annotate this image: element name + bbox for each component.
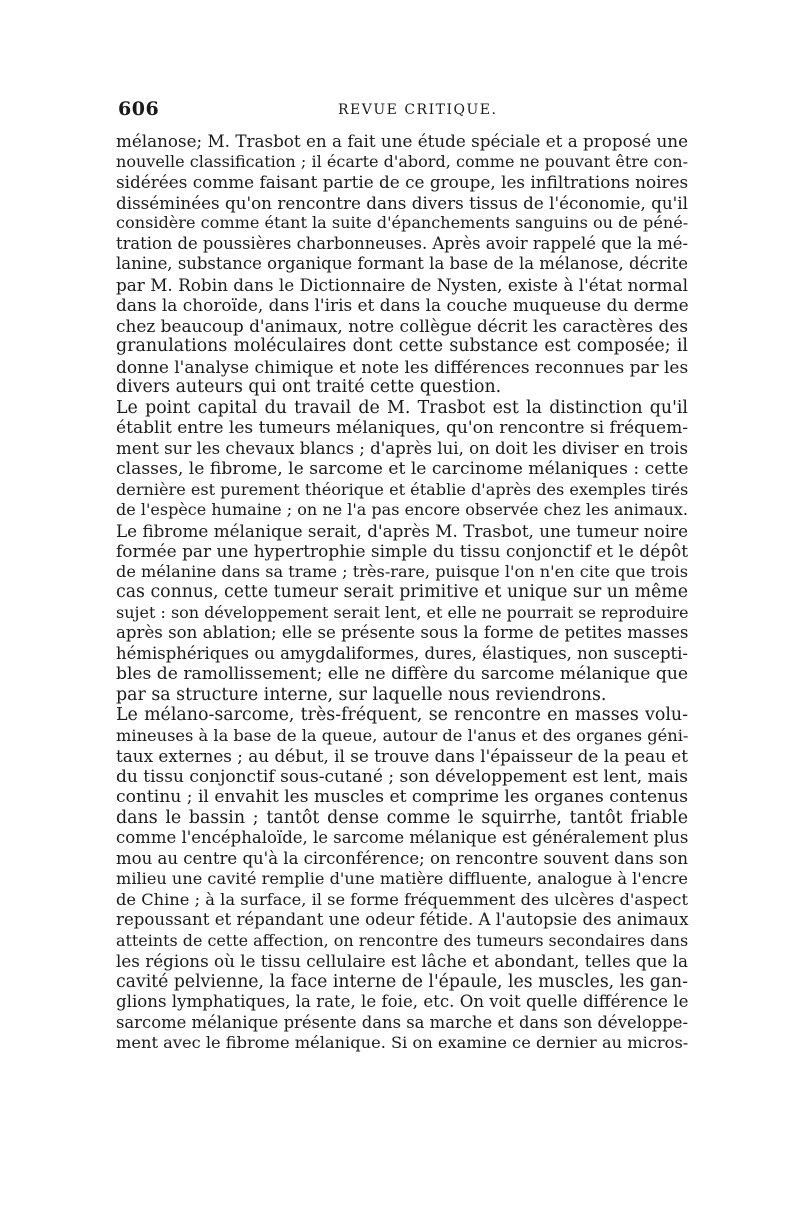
text-line: de mélanine dans sa trame ; très-rare, puisque l'on n'en cite que trois [116,561,688,581]
text-line: ment sur les chevaux blancs ; d'après lui, on doit les diviser en trois [116,438,688,458]
page-header [118,98,686,128]
text-line: du tissu conjonctif sous-cutané ; son développement est lent, mais [116,766,688,787]
text-line: classes, le fibrome, le sarcome et le carcinome mélaniques : cette [116,459,689,479]
text-line: sujet : son développement serait lent, et elle ne pourrait se reproduire [116,602,689,622]
text-line: par sa structure interne, sur laquelle nous reviendrons. [116,684,607,705]
text-line: comme l'encéphaloïde, le sarcome mélanique est généralement plus [116,828,689,847]
body-text [116,131,688,1054]
text-line: Le point capital du travail de M. Trasbot est la distinction qu'il [116,397,688,418]
text-line: cas connus, cette tumeur serait primitive et unique sur un même [116,582,688,602]
text-line: mineuses à la base de la queue, autour de l'anus et des organes géni- [116,725,689,745]
text-line: divers auteurs qui ont traité cette question. [116,377,502,397]
text-line: sidérées comme faisant partie de ce groupe, les infiltrations noires [116,172,689,192]
text-line: bles de ramollissement; elle ne diffère du sarcome mélanique que [116,664,688,684]
text-line: de l'espèce humaine ; on ne l'a pas encore observée chez les animaux. [116,500,688,519]
page-number: 606 [118,98,160,120]
text-line: cavité pelvienne, la face interne de l'épaule, les muscles, les gan- [116,971,688,992]
text-line: taux externes ; au début, il se trouve dans l'épaisseur de la peau et [116,746,688,766]
text-line: granulations moléculaires dont cette substance est composée; il [116,336,688,356]
text-line: après son ablation; elle se présente sous la forme de petites masses [116,623,689,642]
text-line: Le mélano-sarcome, très-fréquent, se rencontre en masses volu- [116,705,688,725]
text-line: mou au centre qu'à la circonférence; on rencontre souvent dans son [116,848,688,868]
text-line: disséminées qu'on rencontre dans divers tissus de l'économie, qu'il [116,192,688,213]
text-line: sarcome mélanique présente dans sa marche et dans son développe- [116,1012,688,1032]
text-line: atteints de cette affection, on rencontre des tumeurs secondaires dans [116,930,689,950]
text-line: par M. Robin dans le Dictionnaire de Nysten, existe à l'état normal [116,274,688,295]
text-line: nouvelle classification ; il écarte d'abord, comme ne pouvant être con- [116,151,688,171]
text-line: formée par une hypertrophie simple du tissu conjonctif et le dépôt [116,541,688,561]
text-line: donne l'analyse chimique et note les différences reconnues par les [116,356,689,377]
text-line: Le fibrome mélanique serait, d'après M. Trasbot, une tumeur noire [116,520,688,541]
text-line: milieu une cavité remplie d'une matière diffluente, analogue à l'encre [116,869,688,888]
text-line: ment avec le fibrome mélanique. Si on examine ce dernier au micros- [116,1033,689,1052]
text-line: de Chine ; à la surface, il se forme fréquemment des ulcères d'aspect [116,889,688,909]
text-line: dans le bassin ; tantôt dense comme le squirrhe, tantôt friable [116,807,688,828]
text-line: glions lymphatiques, la rate, le foie, etc. On voit quelle différence le [116,992,689,1011]
text-line: lanine, substance organique formant la base de la mélanose, décrite [116,254,688,273]
text-line: dans la choroïde, dans l'iris et dans la couche muqueuse du derme [116,295,689,315]
text-line: mélanose; M. Trasbot en a fait une étude spéciale et a proposé une [116,131,688,151]
text-line: continu ; il envahit les muscles et comprime les organes contenus [116,787,688,807]
text-line: établit entre les tumeurs mélaniques, qu'on rencontre si fréquem- [116,418,689,438]
running-head: REVUE CRITIQUE. [338,102,498,118]
text-line: repoussant et répandant une odeur fétide. A l'autopsie des animaux [116,910,689,929]
text-line: dernière est purement théorique et établie d'après des exemples tirés [116,479,689,499]
text-line: hémisphériques ou amygdaliformes, dures, élastiques, non suscepti- [116,643,688,663]
text-line: considère comme étant la suite d'épanchements sanguins ou de péné- [116,213,689,232]
text-line: chez beaucoup d'animaux, notre collègue décrit les caractères des [116,315,688,336]
text-line: les régions où le tissu cellulaire est lâche et abondant, telles que la [116,951,688,971]
text-line: tration de poussières charbonneuses. Après avoir rappelé que la mé- [116,233,688,253]
